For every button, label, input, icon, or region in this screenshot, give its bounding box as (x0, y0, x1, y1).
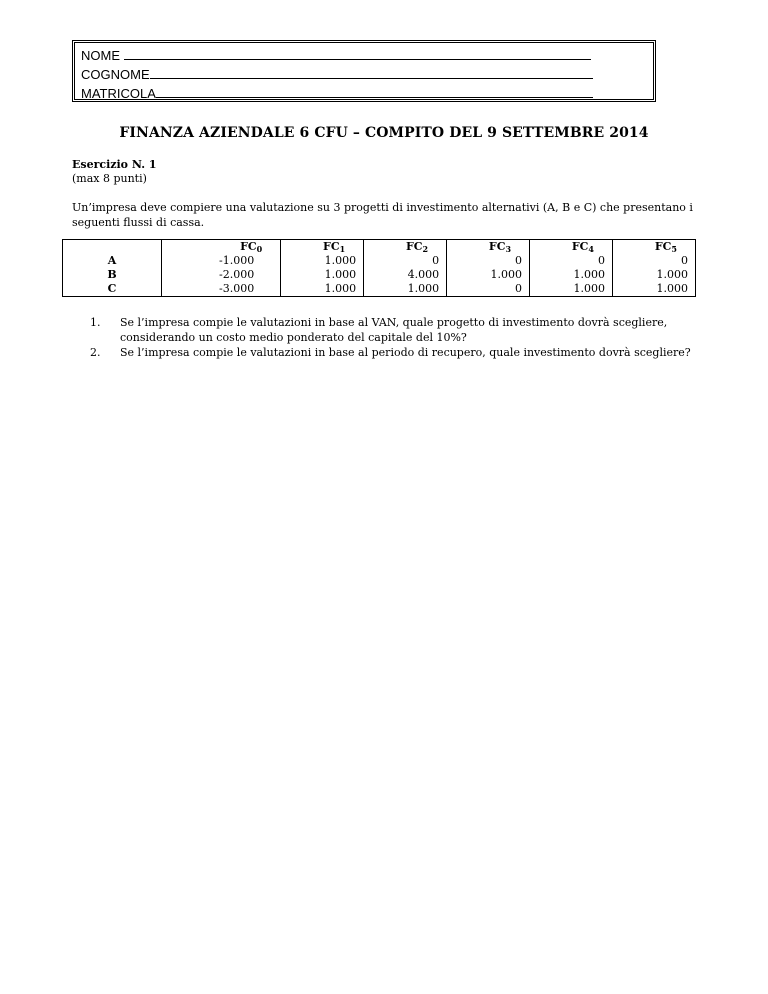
table-cell: 1.000 (281, 282, 364, 297)
table-cell: -1.000 (162, 254, 281, 268)
column-header: $FC_4$ (530, 240, 613, 255)
table-cell: -2.000 (162, 268, 281, 282)
header-corner-cell (63, 240, 162, 255)
matricola-field[interactable] (156, 84, 593, 98)
cognome-label: COGNOME (81, 67, 150, 82)
nome-row (81, 46, 591, 65)
table-cell: 0 (612, 254, 695, 268)
column-header: $FC_1$ (281, 240, 364, 255)
table-cell: 1.000 (364, 282, 447, 297)
table-cell: 0 (447, 282, 530, 297)
table-row (63, 282, 696, 297)
table-cell: 1.000 (612, 282, 695, 297)
matricola-row (81, 84, 593, 103)
table-cell: 0 (364, 254, 447, 268)
question-text: Se l’impresa compie le valutazioni in base al periodo di recupero, quale investimento dovrà scegliere? (120, 346, 691, 359)
table-cell: 0 (447, 254, 530, 268)
question-list (90, 315, 700, 360)
column-header: $FC_5$ (612, 240, 695, 255)
question-number: 1. (90, 316, 101, 329)
table-cell: 1.000 (447, 268, 530, 282)
table-cell: 1.000 (530, 282, 613, 297)
cognome-row (81, 65, 593, 84)
cash-flow-table (62, 239, 696, 297)
table-cell: 1.000 (281, 268, 364, 282)
table-row (63, 254, 696, 268)
row-label: A (63, 254, 162, 268)
table-cell: 1.000 (612, 268, 695, 282)
exercise-points: (max 8 punti) (72, 172, 147, 185)
table-cell: 0 (530, 254, 613, 268)
table-row (63, 268, 696, 282)
nome-field[interactable] (124, 46, 591, 60)
column-header: $FC_2$ (364, 240, 447, 255)
question-number: 2. (90, 346, 101, 359)
column-header: $FC_0$ (162, 240, 281, 255)
student-info-box (72, 40, 656, 102)
exercise-title: Esercizio N. 1 (72, 158, 157, 171)
question-text: Se l’impresa compie le valutazioni in base al VAN, quale progetto di investimento dovrà scegliere, considerando un costo medio ponderato del capitale del 10%? (120, 316, 668, 344)
table-cell: 4.000 (364, 268, 447, 282)
exercise-intro: Un’impresa deve compiere una valutazione su 3 progetti di investimento alternativi (A, B e C) che presentano i seguenti flussi di cassa. (72, 201, 693, 229)
cognome-field[interactable] (150, 65, 593, 79)
list-item (90, 315, 700, 345)
table-cell: 1.000 (281, 254, 364, 268)
row-label: B (63, 268, 162, 282)
table-cell: -3.000 (162, 282, 281, 297)
column-header: $FC_3$ (447, 240, 530, 255)
row-label: C (63, 282, 162, 297)
list-item (90, 345, 700, 360)
page-title: FINANZA AZIENDALE 6 CFU – COMPITO DEL 9 SETTEMBRE 2014 (119, 125, 649, 141)
nome-label: NOME (81, 48, 120, 63)
table-cell: 1.000 (530, 268, 613, 282)
table-header-row (63, 240, 696, 255)
matricola-label: MATRICOLA (81, 86, 156, 101)
